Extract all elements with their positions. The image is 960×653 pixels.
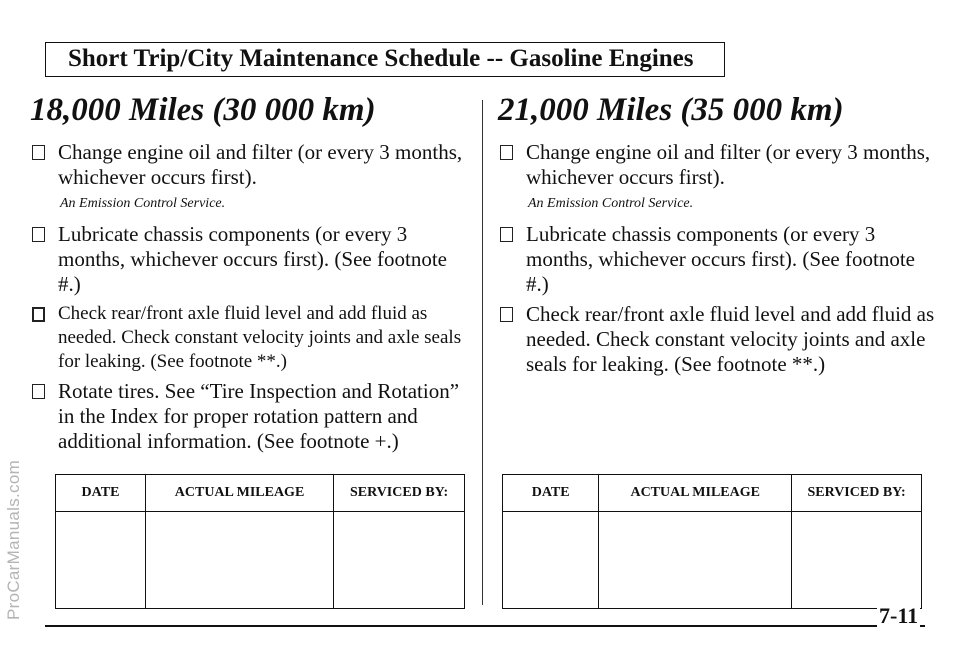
table-row <box>56 512 465 609</box>
serviced-by-column-header: SERVICED BY: <box>792 475 922 512</box>
service-item-text: Change engine oil and filter (or every 3 months, whichever occurs first). <box>58 140 463 189</box>
footer-rule <box>45 625 925 627</box>
service-log-table-right <box>502 474 922 609</box>
page-number: 7-11 <box>879 603 919 628</box>
right-column <box>498 90 938 382</box>
service-item <box>30 379 470 454</box>
service-item-text: Rotate tires. See “Tire Inspection and Rotation” in the Index for proper rotation pattern and additional information. (See footnote +.) <box>58 379 460 453</box>
mileage-column-header: ACTUAL MILEAGE <box>599 475 792 512</box>
service-item <box>498 222 938 297</box>
emission-note: An Emission Control Service. <box>60 196 226 211</box>
date-column-header: DATE <box>56 475 146 512</box>
emission-note: An Emission Control Service. <box>528 196 694 211</box>
serviced-by-column-header: SERVICED BY: <box>334 475 465 512</box>
left-column <box>30 90 470 459</box>
serviced-by-cell[interactable] <box>792 512 922 609</box>
service-item-text: Lubricate chassis components (or every 3 months, whichever occurs first). (See footnote #.) <box>526 222 915 296</box>
table-row <box>503 512 922 609</box>
column-divider <box>482 100 483 605</box>
left-mileage-title: 18,000 Miles (30 000 km) <box>30 92 376 128</box>
service-item <box>498 302 938 377</box>
service-item-text: Check rear/front axle fluid level and add fluid as needed. Check constant velocity joints and axle seals for leaking. (See footnote **.) <box>58 303 462 372</box>
checkbox-icon[interactable] <box>500 307 513 322</box>
serviced-by-cell[interactable] <box>334 512 465 609</box>
date-cell[interactable] <box>503 512 599 609</box>
service-item <box>30 140 470 190</box>
date-column-header: DATE <box>503 475 599 512</box>
schedule-title: Short Trip/City Maintenance Schedule -- Gasoline Engines <box>45 42 725 77</box>
checkbox-icon[interactable] <box>500 145 513 160</box>
checkbox-icon[interactable] <box>32 145 45 160</box>
service-item <box>498 140 938 190</box>
date-cell[interactable] <box>56 512 146 609</box>
service-item-text: Change engine oil and filter (or every 3 months, whichever occurs first). <box>526 140 931 189</box>
service-item-text: Check rear/front axle fluid level and add fluid as needed. Check constant velocity joints and axle seals for leaking. (See footnote **.) <box>526 302 935 376</box>
service-item <box>30 302 470 374</box>
service-item <box>30 222 470 297</box>
checkbox-icon[interactable] <box>32 384 45 399</box>
service-item-text: Lubricate chassis components (or every 3 months, whichever occurs first). (See footnote #.) <box>58 222 447 296</box>
right-mileage-title: 21,000 Miles (35 000 km) <box>498 92 844 128</box>
checkbox-icon[interactable] <box>32 227 45 242</box>
mileage-cell[interactable] <box>145 512 333 609</box>
mileage-cell[interactable] <box>599 512 792 609</box>
checkbox-icon[interactable] <box>500 227 513 242</box>
service-log-table-left <box>55 474 465 609</box>
checkbox-icon[interactable] <box>32 307 45 322</box>
mileage-column-header: ACTUAL MILEAGE <box>145 475 333 512</box>
watermark-text: ProCarManuals.com <box>4 459 23 620</box>
